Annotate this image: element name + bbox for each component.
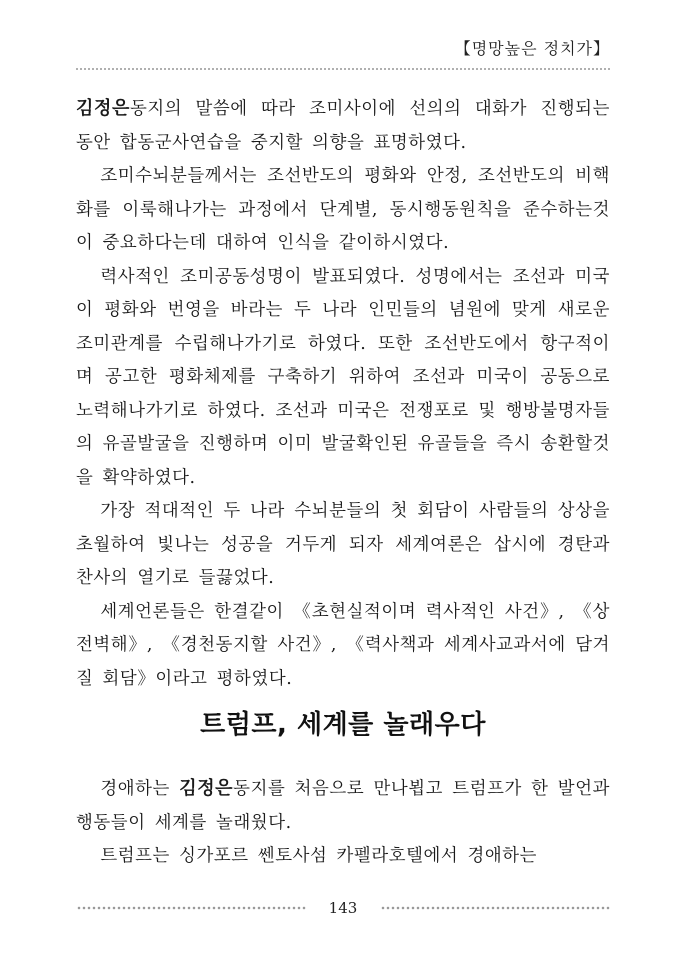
footer-ornament-right: [380, 905, 610, 911]
paragraph-6-pre: 경애하는: [100, 779, 180, 799]
running-header-title: 【명망높은 정치가】: [454, 39, 610, 58]
paragraph-4: 가장 적대적인 두 나라 수뇌분들의 첫 회담이 사람들의 상상을 초월하여 빛나는 성공을 거두게 되자 세계여론은 삽시에 경탄과 찬사의 열기로 들끓었다.: [76, 501, 610, 588]
section-heading: 트럼프, 세계를 놀래우다: [200, 710, 486, 740]
header-divider: [76, 68, 610, 70]
paragraph-2: 조미수뇌분들께서는 조선반도의 평화와 안정, 조선반도의 비핵화를 이룩해나가는 과정에서 단계별, 동시행동원칙을 준수하는것이 중요하다는데 대하여 인식을 같이하시였다.: [76, 166, 610, 253]
paragraph-3: 력사적인 조미공동성명이 발표되였다. 성명에서는 조선과 미국이 평화와 번영을 바라는 두 나라 인민들의 념원에 맞게 새로운 조미관계를 수립해나가기로 하였다. 또한 조선반도에서 항구적이며 공고한 평화체제를 구축하기 위하여 조선과 미국이 공동으로 노력해나가기로 하였다. 조선과 미국은 전쟁포로 및 행방불명자들의 유골발굴을 진행하며 이미 발굴확인된 유골들을 즉시 송환할것을 확약하였다.: [76, 266, 610, 488]
footer-ornament-left: [76, 905, 306, 911]
paragraph-6-post: 동지를 처음으로 만나뵙고 트럼프가 한 발언과 행동들이 세계를 놀래웠다.: [76, 779, 610, 833]
paragraph-1-text: 동지의 말씀에 따라 조미사이에 선의의 대화가 진행되는 동안 합동군사연습을 중지할 의향을 표명하였다.: [76, 99, 610, 153]
paragraph-5: 세계언론들은 한결같이 《초현실적이며 력사적인 사건》, 《상전벽해》, 《경천동지할 사건》, 《력사책과 세계사교과서에 담겨질 회담》이라고 평하였다.: [76, 601, 610, 689]
body-text-top: [76, 92, 610, 696]
page-number: 143: [328, 899, 358, 917]
paragraph-6: [76, 772, 610, 840]
leader-name-bold: 김정은: [76, 98, 130, 119]
page-footer: [76, 898, 610, 918]
paragraph-7: 트럼프는 싱가포르 쎈토사섬 카펠라호텔에서 경애하는: [100, 846, 538, 866]
leader-name-bold: 김정은: [179, 778, 234, 799]
paragraph-1: [76, 92, 610, 160]
body-text-bottom: [76, 772, 610, 874]
